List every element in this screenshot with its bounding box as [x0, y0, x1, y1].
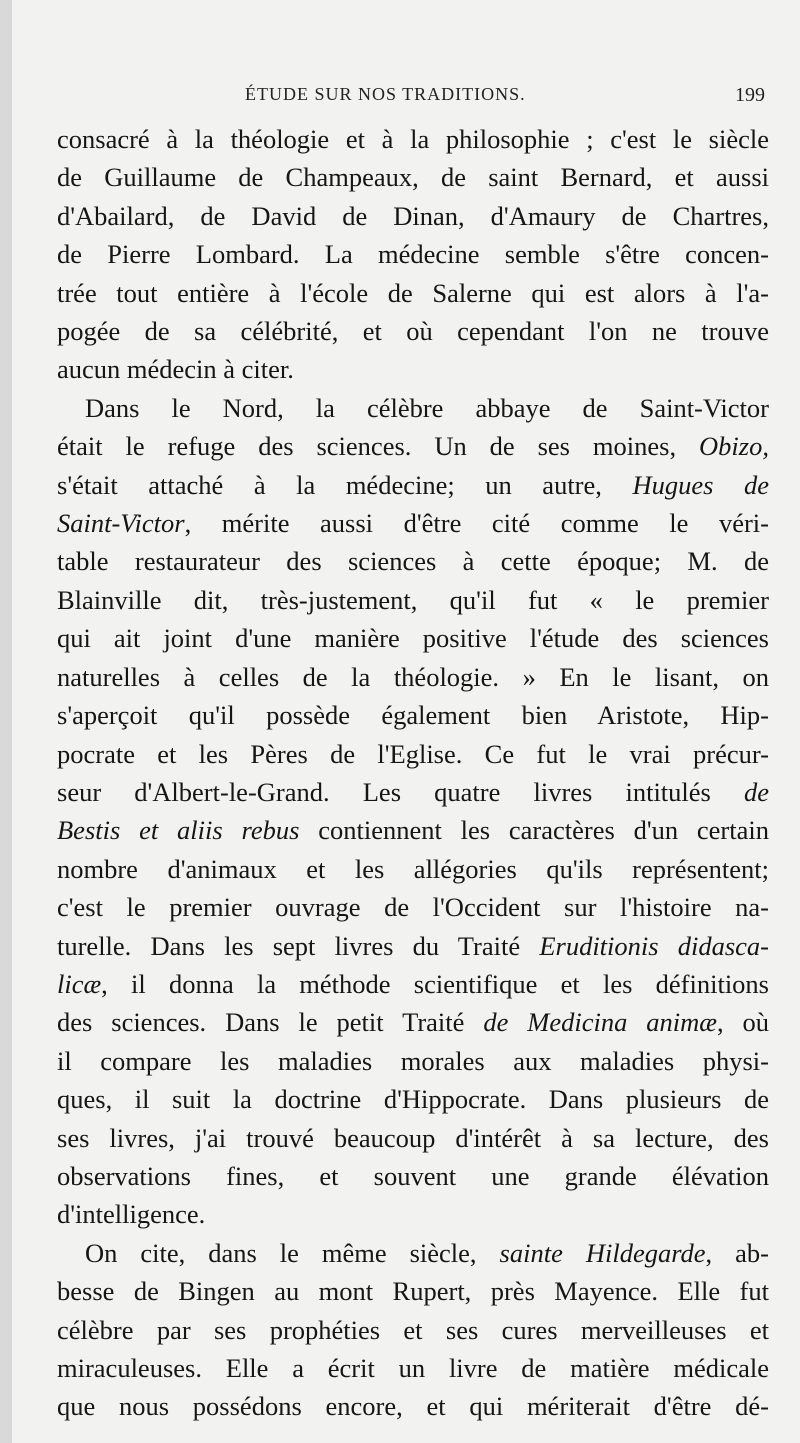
italic-name-hildegarde: sainte Hildegarde	[499, 1237, 706, 1268]
text-line: ques, il suit la doctrine d'Hippocrate. Dans plusieurs de	[57, 1084, 769, 1115]
text-fragment: , il donna la méthode scientifique et les définitions	[101, 968, 769, 999]
italic-name-saint-victor: Saint-Victor	[57, 508, 185, 539]
text-line	[57, 927, 769, 965]
text-line: d'intelligence.	[57, 1199, 206, 1230]
text-line: Dans le Nord, la célèbre abbaye de Saint-Victor	[85, 392, 769, 423]
text-fragment: , mérite aussi d'être cité comme le véri-	[184, 508, 769, 539]
text-line: trée tout entière à l'école de Salerne qui est alors à l'a-	[57, 277, 769, 308]
running-title: ÉTUDE SUR NOS TRADITIONS.	[245, 84, 526, 104]
italic-word-de: de	[743, 776, 769, 807]
text-line	[57, 811, 769, 849]
paragraph-2	[57, 389, 769, 1234]
book-page	[12, 0, 800, 1443]
text-fragment: , ab-	[705, 1237, 769, 1268]
text-line: miraculeuses. Elle a écrit un livre de matière médicale	[57, 1353, 769, 1383]
text-line	[57, 427, 769, 465]
italic-title-eruditionis: Eruditionis didasca-	[539, 930, 770, 961]
text-fragment: , où	[716, 1007, 770, 1038]
text-line: s'aperçoit qu'il possède également bien Aristote, Hip-	[57, 700, 769, 731]
paragraph-1	[57, 120, 769, 389]
text-line: nombre d'animaux et les allégories qu'ils représentent;	[57, 853, 769, 884]
text-fragment: des sciences. Dans le petit Traité	[57, 1007, 465, 1038]
text-line: de Guillaume de Champeaux, de saint Bernard, et aussi	[57, 162, 769, 193]
text-line	[57, 504, 769, 542]
text-fragment: turelle. Dans les sept livres du Traité	[57, 930, 521, 961]
page-number: 199	[735, 84, 765, 106]
text-line: que nous possédons encore, et qui mériterait d'être dé-	[57, 1391, 769, 1422]
text-line: ses livres, j'ai trouvé beaucoup d'intérêt à sa lecture, des	[57, 1122, 769, 1153]
italic-title-medicina: de Medicina animæ	[483, 1007, 717, 1038]
text-line: aucun médecin à citer.	[57, 354, 294, 385]
text-line: célèbre par ses prophéties et ses cures merveilleuses et	[57, 1314, 769, 1345]
text-line: c'est le premier ouvrage de l'Occident sur l'histoire na-	[57, 892, 769, 923]
text-line	[57, 965, 769, 1003]
text-fragment: était le refuge des sciences. Un de ses moines,	[57, 431, 677, 462]
text-line	[57, 1234, 769, 1272]
text-line: table restaurateur des sciences à cette époque; M. de	[57, 546, 769, 577]
text-fragment: s'était attaché à la médecine; un autre,	[57, 469, 602, 500]
paragraph-3	[57, 1234, 769, 1426]
text-fragment: seur d'Albert-le-Grand. Les quatre livres intitulés	[57, 776, 711, 807]
text-line: observations fines, et souvent une grande élévation	[57, 1160, 769, 1191]
text-line: Blainville dit, très-justement, qu'il fut « le premier	[57, 584, 769, 615]
text-line: de Pierre Lombard. La médecine semble s'être concen-	[57, 239, 769, 270]
text-line	[57, 773, 769, 811]
text-line	[57, 1003, 769, 1041]
text-line: pogée de sa célébrité, et où cependant l'on ne trouve	[57, 316, 769, 347]
text-line: il compare les maladies morales aux maladies physi-	[57, 1045, 769, 1076]
italic-name-obizo: Obizo,	[699, 431, 769, 462]
italic-title-licae: licæ	[57, 968, 102, 999]
text-line: naturelles à celles de la théologie. » En le lisant, on	[57, 661, 769, 692]
text-line: qui ait joint d'une manière positive l'étude des sciences	[57, 623, 769, 654]
text-line: besse de Bingen au mont Rupert, près Mayence. Elle fut	[57, 1276, 769, 1307]
italic-title-bestis: Bestis et aliis rebus	[57, 815, 300, 846]
italic-name-hugues: Hugues de	[632, 469, 769, 500]
page-header	[245, 80, 765, 110]
text-line: d'Abailard, de David de Dinan, d'Amaury de Chartres,	[57, 200, 769, 231]
text-fragment: contiennent les caractères d'un certain	[299, 815, 769, 846]
text-line	[57, 466, 769, 504]
text-line: consacré à la théologie et à la philosophie ; c'est le siècle	[57, 124, 769, 154]
text-fragment: On cite, dans le même siècle,	[85, 1237, 477, 1268]
body-text	[57, 120, 769, 1426]
text-line: pocrate et les Pères de l'Eglise. Ce fut le vrai précur-	[57, 738, 769, 769]
